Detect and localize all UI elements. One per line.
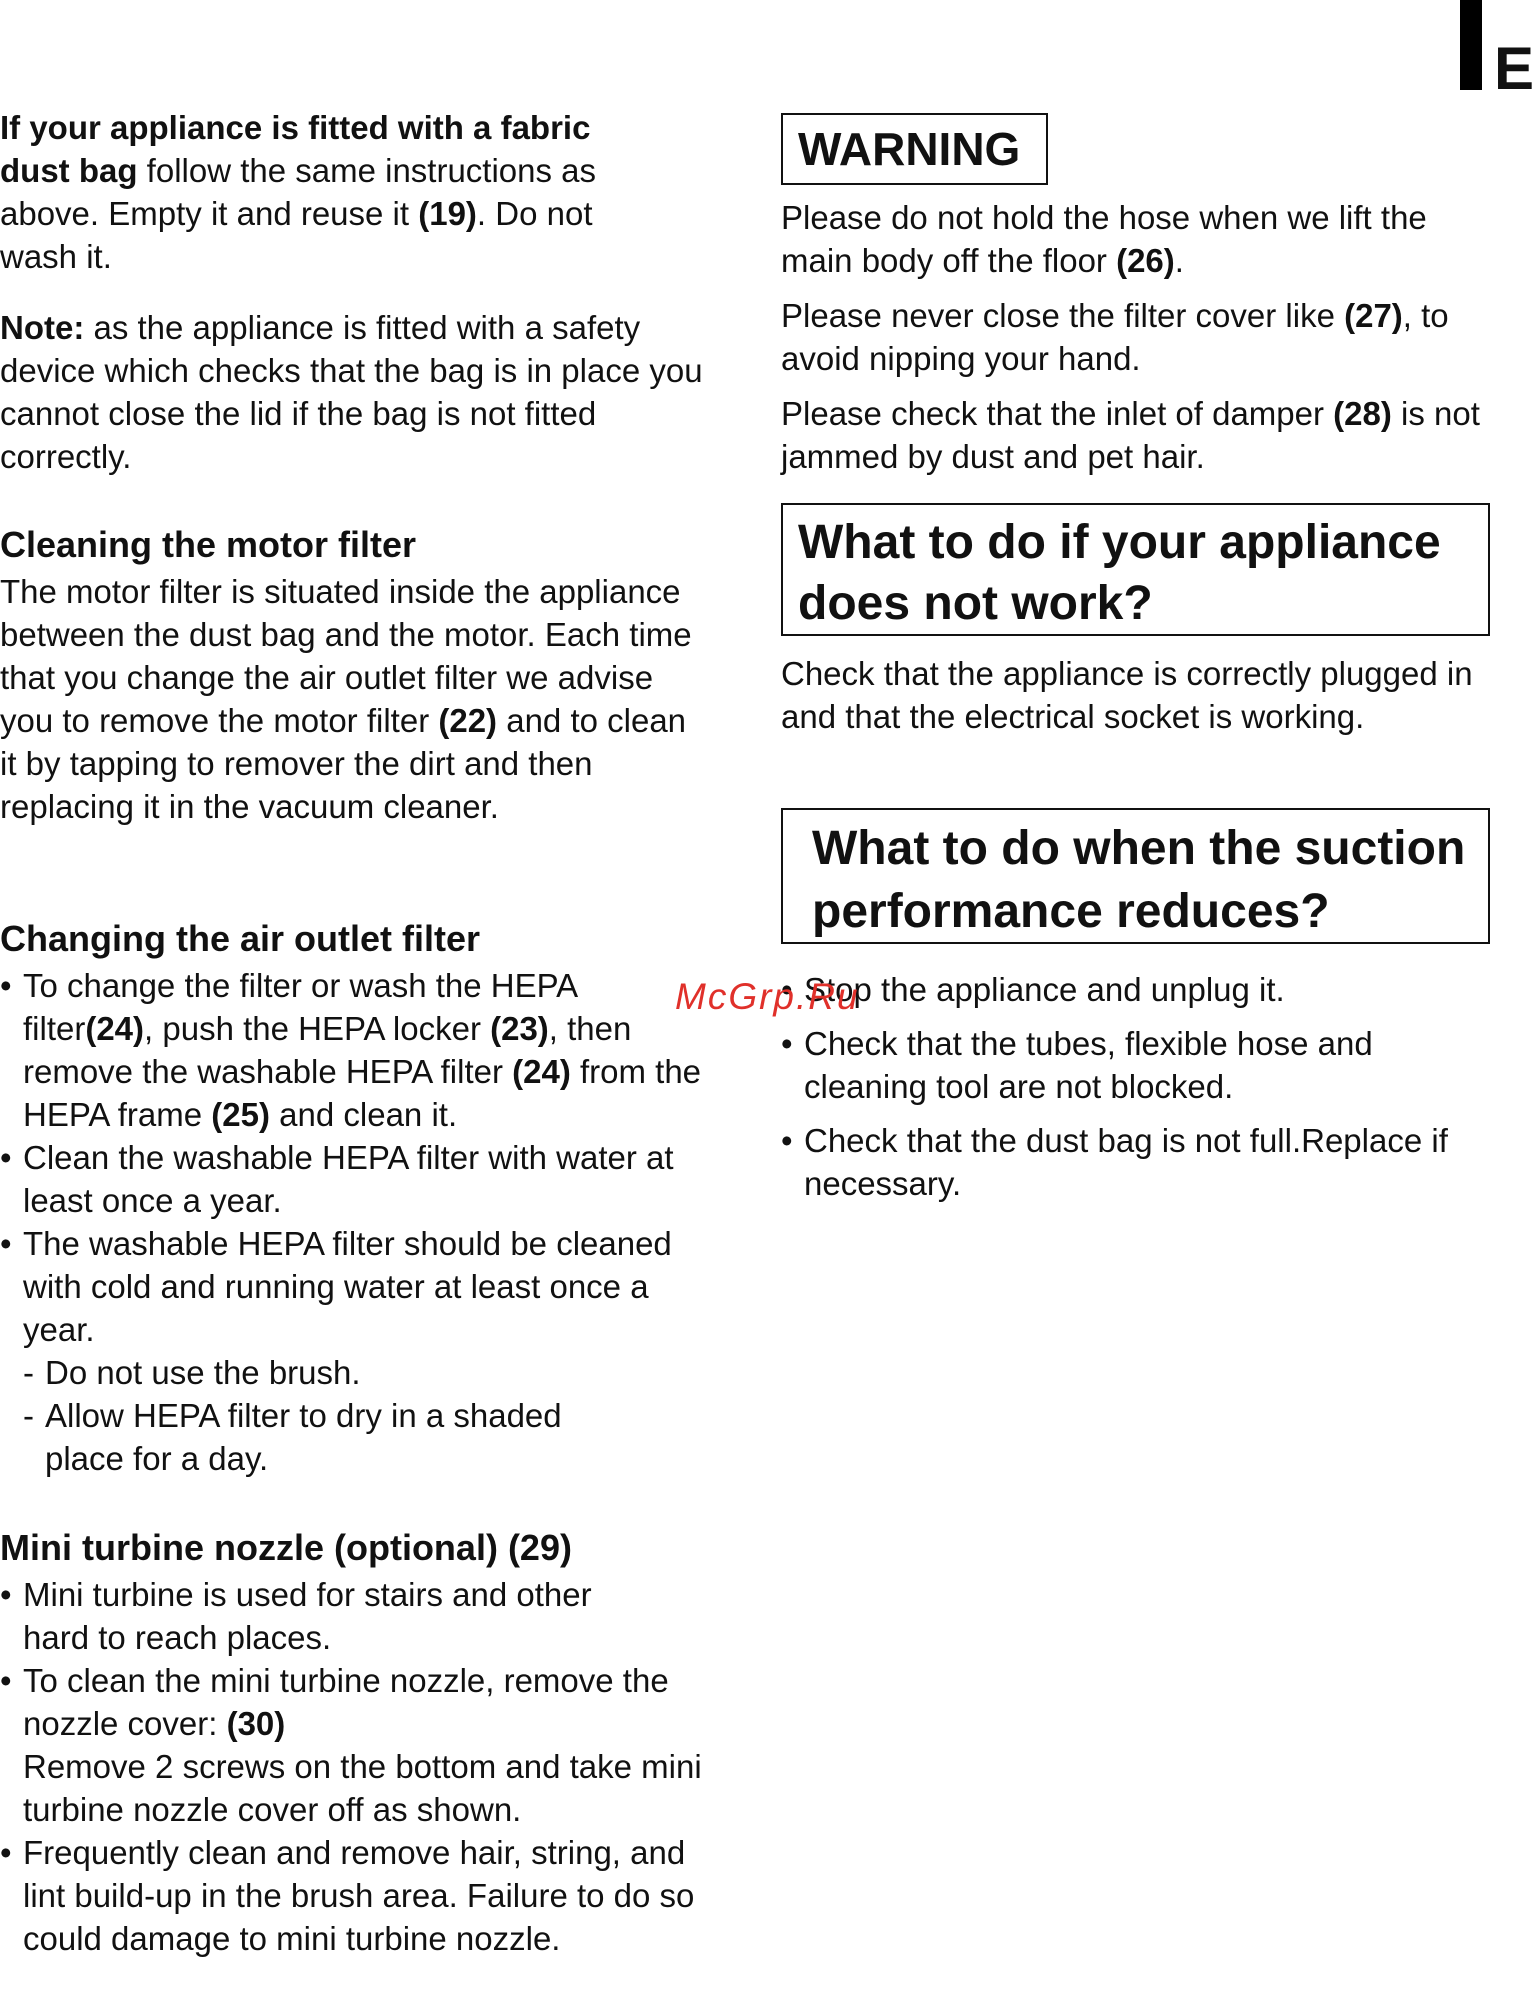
motor-filter-text: The motor filter is situated inside the appliance between the dust bag and the motor. Each time that you change the air outlet filter we advise you to remove the motor filter (0, 573, 692, 739)
mini-turbine-text: Remove 2 screws on the bottom and take mini turbine nozzle cover off as shown. (23, 1748, 702, 1828)
not-work-text: Check that the appliance is correctly plugged in and that the electrical socket is working. (781, 655, 1473, 735)
fabric-bag-text-end: . Do not wash it. (0, 195, 593, 275)
warning-p2 (781, 294, 1501, 380)
not-work-box (781, 503, 1490, 636)
language-tab-bar (1460, 0, 1482, 90)
warning-title: WARNING (798, 123, 1021, 175)
warning-p1 (781, 196, 1481, 282)
air-outlet-heading: Changing the air outlet filter (0, 918, 481, 959)
list-item: • Mini turbine is used for stairs and other hard to reach places. (0, 1573, 653, 1659)
dash-item: - Allow HEPA filter to dry in a shaded place for a day. (23, 1394, 645, 1480)
warning-ref: (27) (1344, 297, 1403, 334)
air-outlet-ref: (24) (512, 1053, 571, 1090)
warning-text: Please check that the inlet of damper (781, 395, 1334, 432)
list-item: • Clean the washable HEPA filter with water at least once a year. (0, 1136, 705, 1222)
watermark: McGrp.Ru (675, 976, 860, 1017)
list-item: • Check that the dust bag is not full.Replace if necessary. (781, 1119, 1501, 1205)
language-tab-letter: E (1494, 35, 1535, 102)
list-item (0, 1222, 705, 1480)
list-item: • Frequently clean and remove hair, string, and lint build-up in the brush area. Failure to do so could damage to mini turbine nozzle. (0, 1831, 705, 1960)
air-outlet-text: , push the HEPA locker (144, 1010, 491, 1047)
list-item: • Check that the tubes, flexible hose and cleaning tool are not blocked. (781, 1022, 1464, 1108)
warning-ref: (26) (1116, 242, 1175, 279)
warning-text: . (1174, 242, 1184, 279)
warning-ref: (28) (1333, 395, 1392, 432)
warning-text: is not jammed by dust and pet hair. (781, 395, 1480, 475)
note-paragraph (0, 306, 705, 478)
dash-item: - Do not use the brush. (23, 1351, 705, 1394)
hepa-dash-list (23, 1351, 705, 1480)
air-outlet-ref: (23) (490, 1010, 549, 1047)
motor-filter-paragraph (0, 570, 705, 828)
not-work-title: What to do if your appliance does not work? (798, 516, 1441, 630)
warning-box (781, 113, 1048, 185)
fabric-bag-paragraph (0, 106, 660, 278)
air-outlet-list (0, 964, 705, 1480)
motor-filter-text-end: and to clean it by tapping to remover the dirt and then replacing it in the vacuum cleaner. (0, 702, 687, 825)
motor-filter-ref: (22) (438, 702, 498, 739)
fabric-bag-text: follow the same instructions as above. Empty it and reuse it (0, 152, 597, 232)
list-item (0, 964, 705, 1136)
list-item: • Stop the appliance and unplug it. (781, 968, 1501, 1011)
suction-box (781, 808, 1490, 944)
note-text: as the appliance is fitted with a safety device which checks that the bag is in place you cannot close the lid if the bag is not fitted correctly. (0, 309, 703, 475)
warning-text: Please do not hold the hose when we lift the main body off the floor (781, 199, 1427, 279)
air-outlet-text: , then remove the washable HEPA filter (23, 1010, 632, 1090)
mini-turbine-heading: Mini turbine nozzle (optional) (29) (0, 1527, 572, 1568)
air-outlet-text: and clean it. (269, 1096, 458, 1133)
warning-text: , to avoid nipping your hand. (781, 297, 1449, 377)
suction-title: What to do when the suction performance reduces? (812, 822, 1466, 938)
air-outlet-text: To change the filter or wash the HEPA filter (23, 967, 577, 1047)
mini-turbine-text: To clean the mini turbine nozzle, remove the nozzle cover: (23, 1662, 669, 1742)
air-outlet-text: from the HEPA frame (23, 1053, 702, 1133)
list-item (0, 1659, 705, 1831)
motor-filter-heading: Cleaning the motor filter (0, 524, 417, 565)
note-label: Note: (0, 309, 85, 346)
air-outlet-text: The washable HEPA filter should be cleaned with cold and running water at least once a year. (23, 1225, 672, 1348)
air-outlet-ref: (24) (85, 1010, 145, 1047)
air-outlet-ref: (25) (211, 1096, 270, 1133)
warning-text: Please never close the filter cover like (781, 297, 1345, 334)
fabric-bag-ref: (19) (418, 195, 477, 232)
suction-list (781, 968, 1501, 1205)
mini-turbine-ref: (30) (226, 1705, 286, 1742)
warning-p3 (781, 392, 1501, 478)
mini-turbine-list (0, 1573, 705, 1960)
fabric-bag-lead: If your appliance is fitted with a fabric dust bag (0, 109, 591, 189)
